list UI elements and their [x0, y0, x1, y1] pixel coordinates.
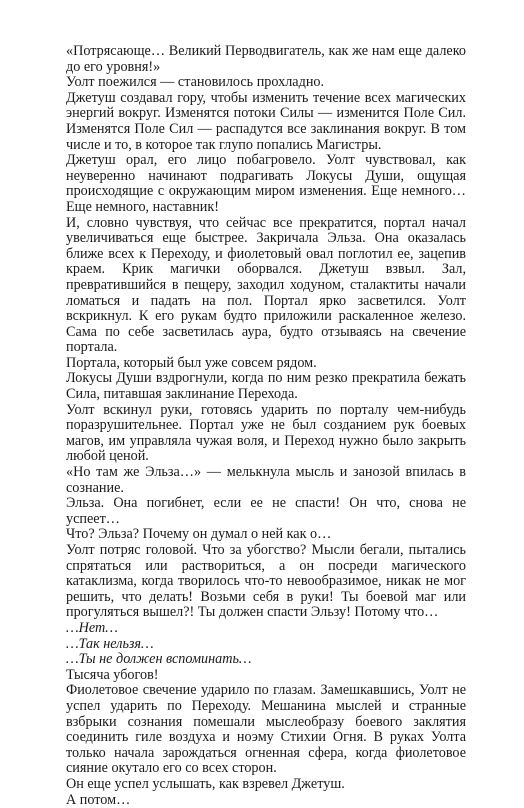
paragraph: Джетуш создавал гору, чтобы изменить течение всех магических энергий вокруг. Изменятся потоки Силы — изменится Поле Сил. Изменятся Поле Сил — распадутся все заклинания вокруг. В том числе и то, в которое так глупо попались Магистры. — [66, 91, 466, 153]
paragraph: «Но там же Эльза…» — мелькнула мысль и занозой впилась в сознание. — [66, 465, 466, 496]
paragraph: Уолт вскинул руки, готовясь ударить по порталу чем-нибудь поразрушительнее. Портал уже не был созданием рук боевых магов, им управляла чужая воля, и Переход нужно было закрыть любой ценой. — [66, 403, 466, 465]
book-page-text — [66, 44, 466, 808]
paragraph: Фиолетовое свечение ударило по глазам. Замешкавшись, Уолт не успел ударить по Переходу. Мешанина мыслей и странные взбрыки сознания помешали мыслеобразу боевого заклятия соединить гиле воздуха и ноэму Стихии Огня. В руках Уолта только начала зарождаться огненная сфера, когда фиолетовое сияние окутало его со всех сторон. — [66, 683, 466, 777]
paragraph: Джетуш орал, его лицо побагровело. Уолт чувствовал, как неуверенно начинают подрагивать Локусы Души, ощущая происходящие с окружающим миром изменения. Еще немного… Еще немного, наставник! — [66, 153, 466, 215]
paragraph: Он еще успел услышать, как взревел Джетуш. — [66, 777, 466, 793]
paragraph: Уолт поежился — становилось прохладно. — [66, 75, 466, 91]
italic-paragraph: …Так нельзя… — [66, 637, 466, 653]
paragraph: Эльза. Она погибнет, если ее не спасти! Он что, снова не успеет… — [66, 496, 466, 527]
italic-paragraph: …Нет… — [66, 621, 466, 637]
paragraph: Портала, который был уже совсем рядом. — [66, 356, 466, 372]
paragraph: «Потрясающе… Великий Перводвигатель, как же нам еще далеко до его уровня!» — [66, 44, 466, 75]
paragraph: Уолт потряс головой. Что за убогство? Мысли бегали, пытались спрятаться или раствориться, а он посреди магического катаклизма, когда творилось что-то невообразимое, никак не мог решить, что делать! Возьми себя в руки! Ты боевой маг или прогуляться вышел?! Ты должен спасти Эльзу! Потому что… — [66, 543, 466, 621]
italic-paragraph: …Ты не должен вспоминать… — [66, 652, 466, 668]
paragraph: А потом… — [66, 793, 466, 808]
paragraph: Что? Эльза? Почему он думал о ней как о… — [66, 527, 466, 543]
paragraph: Локусы Души вздрогнули, когда по ним резко прекратила бежать Сила, питавшая заклинание Перехода. — [66, 371, 466, 402]
paragraph: Тысяча убогов! — [66, 668, 466, 684]
paragraph: И, словно чувствуя, что сейчас все прекратится, портал начал увеличиваться еще быстрее. Закричала Эльза. Она оказалась ближе всех к Переходу, и фиолетовый овал поглотил ее, зацепив краем. Крик магички оборвался. Джетуш взвыл. Зал, превратившийся в пещеру, заходил ходуном, сталактиты начали ломаться и падать на пол. Портал ярко засветился. Уолт вскрикнул. К его рукам будто приложили раскаленное железо. Сама по себе засветилась аура, будто отзываясь на свечение портала. — [66, 216, 466, 356]
